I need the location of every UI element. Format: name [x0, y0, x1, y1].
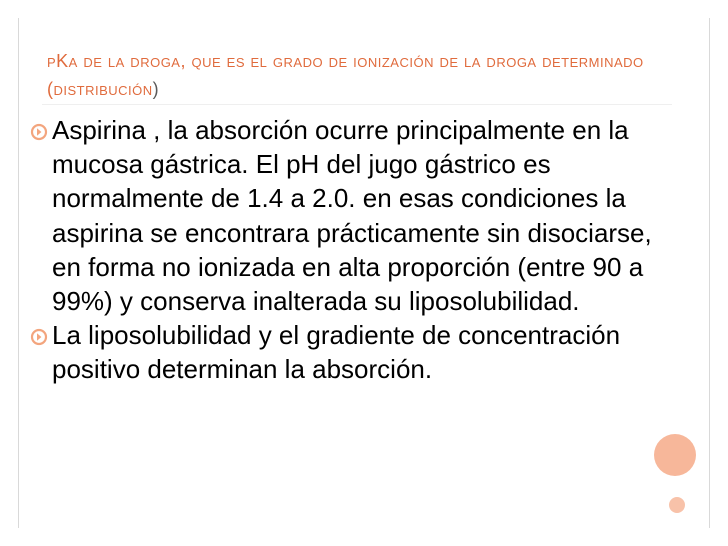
slide-title	[47, 47, 657, 103]
bullet-text: La liposolubilidad y el gradiente de concentración positivo determinan la absorción.	[52, 320, 621, 385]
circle-arrow-bullet-icon	[30, 123, 48, 141]
slide-title-paren: )	[152, 79, 160, 99]
bullet-item	[30, 113, 670, 318]
bullet-text: Aspirina , la absorción ocurre principalmente en la mucosa gástrica. El pH del jugo gástrico es normalmente de 1.4 a 2.0. en esas condiciones la aspirina se encontrara prácticamente sin disociarse, en forma no ionizada en alta proporción (entre 90 a 99%) y conserva inalterada su liposolubilidad.	[52, 115, 652, 317]
decorative-circle-small	[669, 497, 685, 513]
bullet-item	[30, 318, 670, 386]
decorative-circle-large	[654, 434, 696, 476]
slide-title-main: pKa de la droga, que es el grado de ionización de la droga determinado (distribución	[47, 51, 644, 99]
title-divider	[42, 104, 672, 105]
bullet-list	[30, 113, 670, 387]
circle-arrow-bullet-icon	[30, 328, 48, 346]
